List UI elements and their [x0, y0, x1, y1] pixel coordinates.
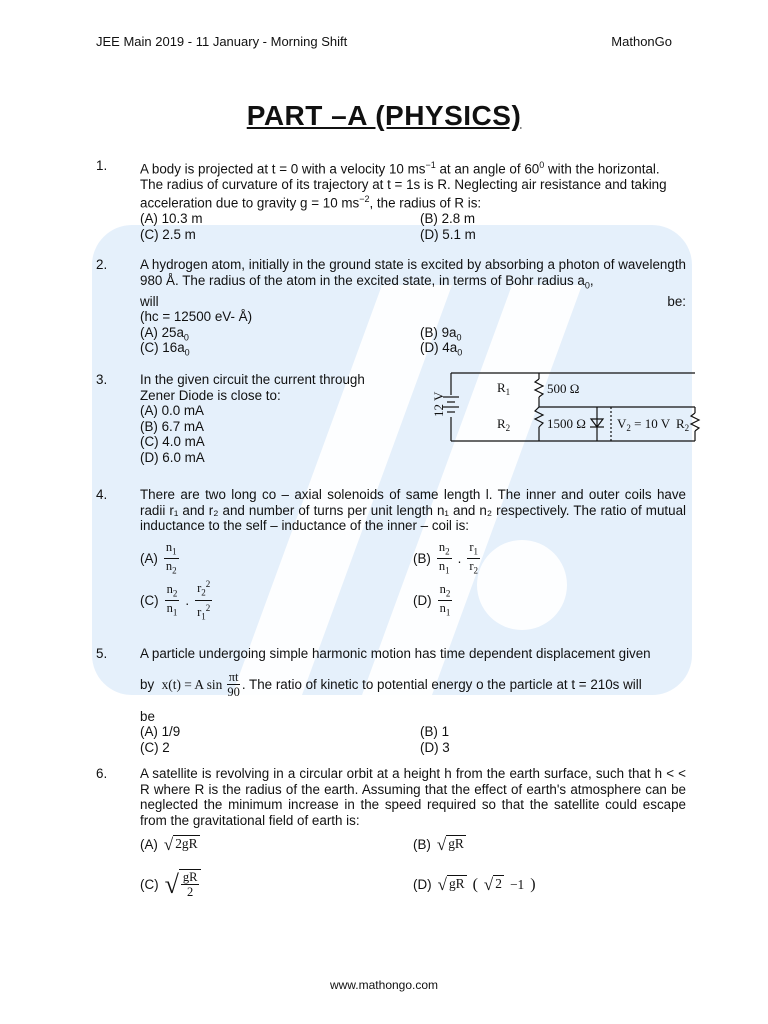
option-b[interactable]: (B) $9a_0$ — [420, 324, 462, 343]
question-text-word: be: — [667, 293, 686, 309]
option-d[interactable]: (D) $4a_0$ — [420, 340, 463, 358]
option-a[interactable]: (A) 0.0 mA — [140, 403, 204, 418]
question-text: be — [140, 708, 155, 724]
options — [140, 724, 686, 755]
header-brand: MathonGo — [611, 34, 672, 49]
page-title: PART –A (PHYSICS) — [246, 100, 522, 131]
question-text: by — [140, 676, 162, 692]
question-text: In the given circuit the current through — [140, 372, 365, 387]
option-d[interactable]: (D) 3 — [420, 739, 450, 755]
option-d[interactable]: (D) $\frac{n_2}{n_1}$ — [413, 581, 451, 618]
r2-value: 1500 Ω — [547, 416, 586, 431]
option-a[interactable]: (A) $25a_0$ — [140, 324, 189, 343]
question-text-word: will — [140, 293, 159, 309]
option-d[interactable]: (D) 5.1 m — [420, 226, 476, 242]
option-c[interactable]: (C) √ $\frac{gR}{2}$ — [140, 869, 413, 901]
option-c[interactable]: (C) $\frac{n_2}{n_1}$ . $\frac{r_2^2}{r_1^2}$ — [140, 579, 211, 622]
zener-circuit-diagram — [421, 367, 701, 447]
r1-label: $R_1$ — [497, 380, 511, 397]
option-b[interactable]: (B) √ gR — [413, 835, 464, 854]
question-number: 1. — [96, 158, 108, 173]
option-d[interactable]: (D) √ gR ( √ 2 −1 ) — [413, 875, 536, 894]
option-a[interactable]: (A) $\frac{n_1}{n_2}$ — [140, 539, 177, 576]
question-number: 5. — [96, 646, 108, 661]
r1-value: 500 Ω — [547, 381, 580, 396]
option-a[interactable]: (A) 1/9 — [140, 724, 181, 739]
option-c[interactable]: (C) $16a_0$ — [140, 340, 190, 358]
option-c[interactable]: (C) 2 — [140, 739, 170, 755]
displacement-equation: x(t) = A sin $\frac{\pi t}{90}$ — [161, 670, 240, 699]
question-text: A hydrogen atom, initially in the ground state is excited by absorbing a photon of wavelength 980 Å. The radius of the atom in the excited state, in terms of Bohr radius $a_0$, — [140, 257, 686, 291]
question-number: 4. — [96, 487, 108, 502]
load-resistor-label: $R_2$ — [676, 416, 690, 433]
header-exam-title: JEE Main 2019 - 11 January - Morning Shift — [96, 34, 348, 49]
options — [140, 325, 686, 356]
footer-website: www.mathongo.com — [329, 978, 439, 992]
question-text: A satellite is revolving in a circular orbit at a height h from the earth surface, such that h < < R where R is the radius of the earth. Assuming that the effect of earth's atmosphere can be neglected the minimum increase in the speed required so that the satellite could escape from the gravitational field of earth is: — [140, 766, 686, 828]
option-a[interactable]: (A) √ 2gR — [140, 835, 198, 854]
option-b[interactable]: (B) 2.8 m — [420, 211, 476, 227]
question-number: 6. — [96, 766, 108, 781]
option-c[interactable]: (C) 2.5 m — [140, 226, 196, 242]
question-text: A body is projected at t = 0 with a velocity 10 $ms^{-1}$ at an angle of $60^0$ with the horizontal. The radius of curvature of its trajectory at t = 1s is R. Neglecting air resistance and taking acceleration due to gravity g = 10 $ms^{-2}$, the radius of R is: — [140, 160, 667, 211]
option-b[interactable]: (B) $\frac{n_2}{n_1}$ . $\frac{r_1}{r_2}$ — [413, 539, 479, 576]
question-number: 2. — [96, 257, 108, 272]
options — [140, 211, 686, 242]
question-text: . The ratio of kinetic to potential energy o the particle at t = 210s will — [241, 676, 642, 692]
question-text: Zener Diode is close to: — [140, 387, 281, 403]
given-constant: (hc = 12500 eV- Å) — [140, 309, 253, 325]
battery-label: 12 V — [431, 391, 446, 417]
option-c[interactable]: (C) 4.0 mA — [140, 434, 205, 449]
question-number: 3. — [96, 372, 108, 387]
option-b[interactable]: (B) 6.7 mA — [140, 418, 204, 434]
option-a[interactable]: (A) 10.3 m — [140, 211, 203, 227]
r2-label: $R_2$ — [497, 416, 511, 433]
zener-voltage-label: $V_2 = 10$ V — [617, 416, 671, 433]
option-b[interactable]: (B) 1 — [420, 724, 450, 739]
question-text: There are two long co – axial solenoids of same length l. The inner and outer coils have radii r₁ and r₂ and number of turns per unit length n₁ and n₂ respectively. The ratio of mutual inductance to the self – inductance of the inner – coil is: — [140, 487, 686, 533]
question-text: A particle undergoing simple harmonic motion has time dependent displacement given — [140, 646, 651, 661]
option-d[interactable]: (D) 6.0 mA — [140, 449, 205, 465]
